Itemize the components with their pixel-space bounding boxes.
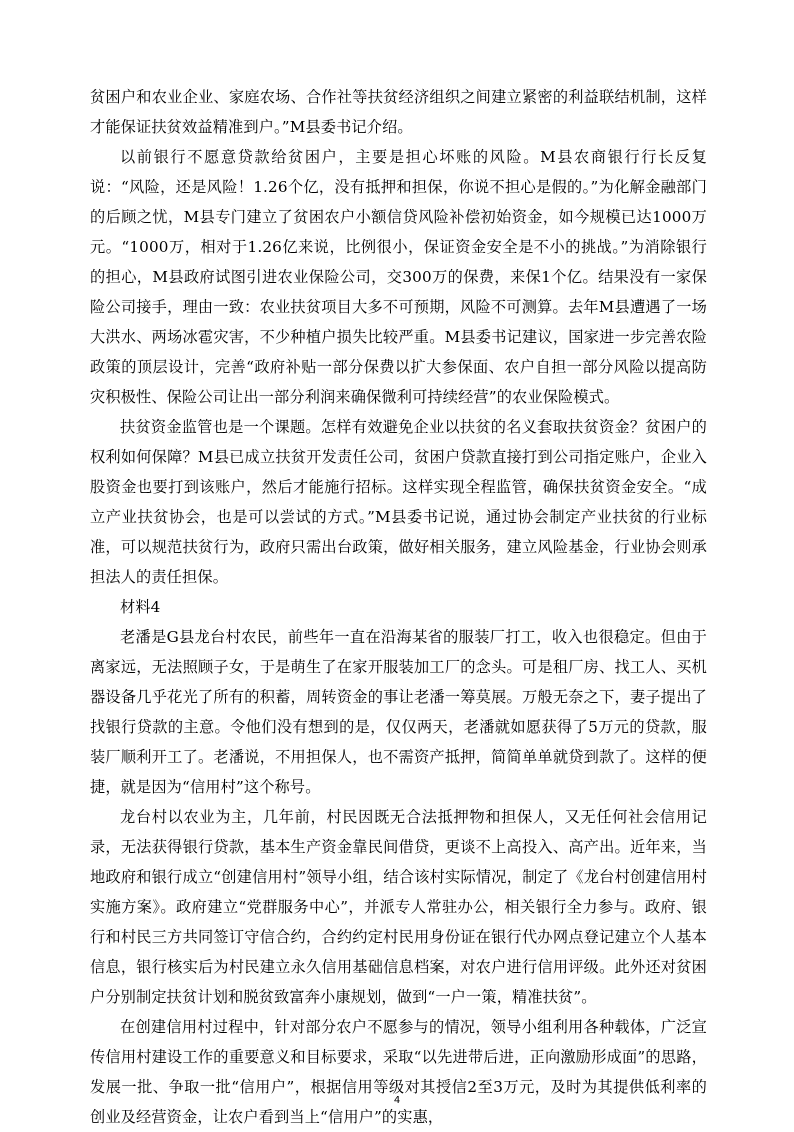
paragraph-credit-village: 在创建信用村过程中，针对部分农户不愿参与的情况，领导小组利用各种载体，广泛宣传信用村建设工作的重要意义和目标要求，采取“以先进带后进，正向激励形成面”的思路，发展一批、争取一批“信用户”，根据信用等级对其授信2至3万元，及时为其提供低利率的创业及经营资金，让农户看到当上“信用户”的实惠， [90, 1018, 707, 1126]
document-body [90, 82, 707, 1132]
section-heading-material-4: 材料4 [120, 598, 161, 616]
paragraph-bank-risk: 以前银行不愿意贷款给贫困户，主要是担心坏账的风险。M县农商银行行长反复说：“风险，还是风险！1.26个亿，没有抵押和担保，你说不担心是假的。”为化解金融部门的后顾之忧，M县专门建立了贫困农户小额信贷风险补偿初始资金，如今规模已达1000万元。“1000万，相对于1.26亿来说，比例很小，保证资金安全是不小的挑战。”为消除银行的担心，M县政府试图引进农业保险公司，交300万的保费，来保1个亿。结果没有一家保险公司接手，理由一致：农业扶贫项目大多不可预期，风险不可测算。去年M县遭遇了一场大洪水、两场冰雹灾害，不少种植户损失比较严重。M县委书记建议，国家进一步完善农险政策的顶层设计，完善“政府补贴一部分保费以扩大参保面、农户自担一部分风险以提高防灾积极性、保险公司让出一部分利润来确保微利可持续经营”的农业保险模式。 [90, 148, 707, 406]
page-number: 4 [393, 1095, 401, 1106]
paragraph-continuation: 贫困户和农业企业、家庭农场、合作社等扶贫经济组织之间建立紧密的利益联结机制，这样才能保证扶贫效益精准到户。”M县委书记介绍。 [90, 88, 707, 136]
paragraph-fund-supervision: 扶贫资金监管也是一个课题。怎样有效避免企业以扶贫的名义套取扶贫资金？贫困户的权利如何保障？M县已成立扶贫开发责任公司，贫困户贷款直接打到公司指定账户，企业入股资金也要打到该账户，然后才能施行招标。这样实现全程监管，确保扶贫资金安全。“成立产业扶贫协会，也是可以尝试的方式。”M县委书记说，通过协会制定产业扶贫的行业标准，可以规范扶贫行为，政府只需出台政策，做好相关服务，建立风险基金，行业协会则承担法人的责任担保。 [90, 418, 707, 586]
paragraph-lao-pan: 老潘是G县龙台村农民，前些年一直在沿海某省的服装厂打工，收入也很稳定。但由于离家远，无法照顾子女，于是萌生了在家开服装加工厂的念头。可是租厂房、找工人、买机器设备几乎花光了所有的积蓄，周转资金的事让老潘一筹莫展。万般无奈之下，妻子提出了找银行贷款的主意。令他们没有想到的是，仅仅两天，老潘就如愿获得了5万元的贷款，服装厂顺利开工了。老潘说，不用担保人，也不需资产抵押，简简单单就贷到款了。这样的便捷，就是因为“信用村”这个称号。 [90, 628, 707, 796]
paragraph-longtai-village: 龙台村以农业为主，几年前，村民因既无合法抵押物和担保人，又无任何社会信用记录，无法获得银行贷款，基本生产资金靠民间借贷，更谈不上高投入、高产出。近年来，当地政府和银行成立“创建信用村”领导小组，结合该村实际情况，制定了《龙台村创建信用村实施方案》。政府建立“党群服务中心”，并派专人常驻办公，相关银行全力参与。政府、银行和村民三方共同签订守信合约，合约约定村民用身份证在银行代办网点登记建立个人基本信息，银行核实后为村民建立永久信用基础信息档案，对农户进行信用评级。此外还对贫困户分别制定扶贫计划和脱贫致富奔小康规划，做到“一户一策，精准扶贫”。 [90, 808, 707, 1006]
